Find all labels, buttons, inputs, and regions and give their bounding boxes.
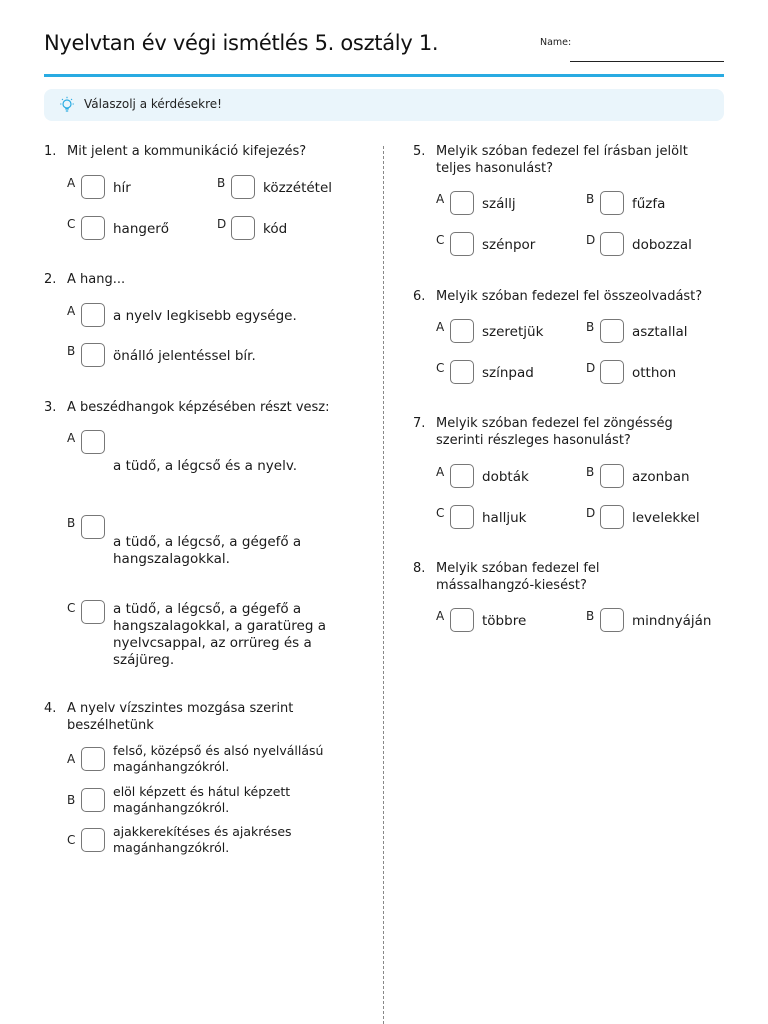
option-text: önálló jelentéssel bír.: [113, 348, 256, 364]
answer-option[interactable]: [436, 608, 576, 634]
option-text: a nyelv legkisebb egysége.: [113, 308, 297, 324]
lightbulb-icon: [58, 96, 76, 114]
option-letter: B: [586, 320, 595, 334]
option-text: levelekkel: [632, 510, 700, 526]
answer-checkbox[interactable]: [81, 828, 105, 852]
option-letter: A: [436, 465, 445, 479]
question-number: 4.: [44, 701, 57, 716]
option-text: felső, középső és alsó nyelvállású magánhangzókról.: [113, 743, 324, 774]
question-text: A beszédhangok képzésében részt vesz:: [67, 400, 330, 415]
answer-checkbox[interactable]: [600, 464, 624, 488]
answer-option[interactable]: [436, 464, 576, 490]
option-text: ajakkerekítéses és ajakréses magánhangzókról.: [113, 824, 292, 855]
option-letter: D: [217, 217, 227, 231]
answer-option[interactable]: [586, 319, 721, 345]
question-number: 2.: [44, 272, 57, 287]
question-number: 1.: [44, 144, 57, 159]
name-label: Name:: [540, 37, 572, 48]
option-text: szállj: [482, 196, 516, 212]
answer-option[interactable]: [67, 430, 367, 480]
option-letter: B: [67, 793, 76, 807]
answer-option[interactable]: [67, 743, 367, 774]
question-number: 3.: [44, 400, 57, 415]
option-text: többre: [482, 613, 527, 629]
answer-option[interactable]: [436, 360, 576, 386]
answer-checkbox[interactable]: [81, 175, 105, 199]
option-letter: C: [67, 217, 76, 231]
answer-option[interactable]: [586, 232, 721, 258]
answer-checkbox[interactable]: [81, 303, 105, 327]
option-text: dobták: [482, 469, 529, 485]
answer-option[interactable]: [436, 505, 576, 531]
option-text: elöl képzett és hátul képzett magánhangzókról.: [113, 784, 291, 815]
option-letter: B: [217, 176, 226, 190]
answer-option[interactable]: [67, 175, 207, 201]
question-text: A hang...: [67, 272, 126, 287]
option-text: mindnyáján: [632, 613, 712, 629]
answer-checkbox[interactable]: [81, 515, 105, 539]
answer-checkbox[interactable]: [450, 232, 474, 256]
column-divider: [383, 146, 384, 1024]
instruction-text: Válaszolj a kérdésekre!: [84, 97, 222, 111]
question-text: Melyik szóban fedezel fel összeolvadást?: [436, 289, 703, 304]
question-text: Melyik szóban fedezel fel zöngésség szerinti részleges hasonulást?: [436, 416, 673, 448]
answer-checkbox[interactable]: [450, 319, 474, 343]
option-text: halljuk: [482, 510, 527, 526]
option-letter: D: [586, 233, 596, 247]
question-number: 6.: [413, 289, 426, 304]
option-letter: A: [436, 609, 445, 623]
question-text: Melyik szóban fedezel fel mássalhangzó-kiesést?: [436, 561, 600, 593]
answer-option[interactable]: [436, 191, 576, 217]
answer-checkbox[interactable]: [600, 360, 624, 384]
option-letter: B: [586, 465, 595, 479]
option-letter: A: [436, 320, 445, 334]
option-text: közzététel: [263, 180, 333, 196]
answer-checkbox[interactable]: [81, 343, 105, 367]
option-text: dobozzal: [632, 237, 692, 253]
answer-checkbox[interactable]: [81, 747, 105, 771]
answer-option[interactable]: [67, 824, 367, 855]
answer-checkbox[interactable]: [600, 608, 624, 632]
answer-checkbox[interactable]: [231, 175, 255, 199]
answer-checkbox[interactable]: [600, 505, 624, 529]
option-letter: C: [67, 833, 76, 847]
question-number: 8.: [413, 561, 426, 576]
option-letter: A: [67, 752, 76, 766]
name-input-line[interactable]: [570, 61, 724, 62]
option-text: szénpor: [482, 237, 536, 253]
answer-checkbox[interactable]: [600, 191, 624, 215]
question-text: Melyik szóban fedezel fel írásban jelölt teljes hasonulást?: [436, 144, 688, 176]
option-text: fűzfa: [632, 196, 666, 212]
answer-checkbox[interactable]: [81, 788, 105, 812]
answer-option[interactable]: [586, 360, 721, 386]
option-text: színpad: [482, 365, 534, 381]
option-letter: B: [586, 192, 595, 206]
answer-option[interactable]: [67, 343, 367, 369]
answer-option[interactable]: [586, 191, 721, 217]
option-text: asztallal: [632, 324, 688, 340]
answer-option[interactable]: [586, 505, 721, 531]
option-letter: C: [67, 601, 76, 615]
answer-option[interactable]: [586, 608, 721, 634]
answer-checkbox[interactable]: [600, 232, 624, 256]
option-letter: C: [436, 233, 445, 247]
answer-option[interactable]: [67, 515, 367, 575]
page-title: Nyelvtan év végi ismétlés 5. osztály 1.: [44, 31, 439, 55]
option-letter: D: [586, 506, 596, 520]
answer-checkbox[interactable]: [450, 191, 474, 215]
answer-option[interactable]: [586, 464, 721, 490]
question-text: A nyelv vízszintes mozgása szerint beszélhetünk: [67, 701, 294, 733]
answer-option[interactable]: [436, 319, 576, 345]
answer-option[interactable]: [217, 216, 367, 242]
answer-option[interactable]: [67, 303, 367, 329]
question-number: 5.: [413, 144, 426, 159]
option-letter: A: [436, 192, 445, 206]
option-text: azonban: [632, 469, 690, 485]
answer-option[interactable]: [67, 784, 367, 815]
answer-checkbox[interactable]: [450, 464, 474, 488]
instruction-banner: [44, 89, 724, 121]
answer-checkbox[interactable]: [81, 600, 105, 624]
answer-checkbox[interactable]: [231, 216, 255, 240]
header-divider: [44, 74, 724, 77]
answer-option[interactable]: [67, 600, 367, 675]
option-letter: B: [67, 516, 76, 530]
option-letter: C: [436, 506, 445, 520]
question-number: 7.: [413, 416, 426, 431]
option-text: kód: [263, 221, 288, 237]
option-letter: C: [436, 361, 445, 375]
answer-checkbox[interactable]: [600, 319, 624, 343]
option-letter: B: [67, 344, 76, 358]
question-text: Mit jelent a kommunikáció kifejezés?: [67, 144, 307, 159]
option-letter: A: [67, 176, 76, 190]
option-letter: B: [586, 609, 595, 623]
answer-option[interactable]: [436, 232, 576, 258]
option-text: otthon: [632, 365, 677, 381]
answer-checkbox[interactable]: [81, 216, 105, 240]
answer-checkbox[interactable]: [450, 505, 474, 529]
answer-checkbox[interactable]: [450, 608, 474, 632]
option-text: hangerő: [113, 221, 170, 237]
option-text: szeretjük: [482, 324, 544, 340]
option-letter: A: [67, 304, 76, 318]
option-text: a tüdő, a légcső, a gégefő a hangszalagokkal.: [113, 534, 302, 567]
option-letter: D: [586, 361, 596, 375]
option-text: a tüdő, a légcső és a nyelv.: [113, 458, 298, 474]
option-text: hír: [113, 180, 131, 196]
answer-checkbox[interactable]: [81, 430, 105, 454]
option-letter: A: [67, 431, 76, 445]
answer-option[interactable]: [217, 175, 367, 201]
answer-checkbox[interactable]: [450, 360, 474, 384]
option-text: a tüdő, a légcső, a gégefő a hangszalagokkal, a garatüreg a nyelvcsappal, az orrüreg és a szájüreg.: [113, 601, 326, 668]
answer-option[interactable]: [67, 216, 207, 242]
